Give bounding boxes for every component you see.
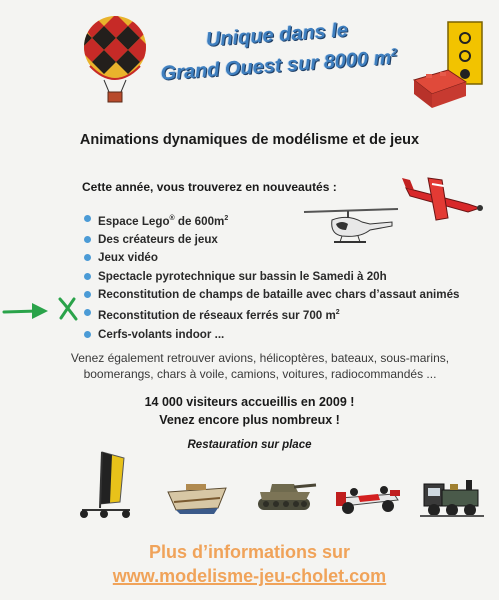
bullet-icon [84, 236, 91, 243]
feature-list [84, 210, 459, 344]
race-car-icon [334, 478, 404, 518]
green-arrow-icon [2, 298, 54, 324]
list-item: Reconstitution de champs de bataille avec chars d’assaut animés [84, 286, 459, 304]
tank-icon [252, 476, 318, 516]
green-x-icon [56, 296, 80, 322]
website-link[interactable]: www.modelisme-jeu-cholet.com [112, 566, 387, 586]
bullet-icon [84, 273, 91, 280]
list-item: Des créateurs de jeux [84, 231, 459, 249]
list-item: Cerfs-volants indoor ... [84, 326, 459, 344]
restauration-text: Restauration sur place [187, 439, 312, 451]
list-item: Reconstitution de réseaux ferrés sur 700 $m^2$ [84, 304, 459, 325]
headline-line2: Grand Ouest sur 8000 $m^2$ [159, 46, 398, 85]
headline [116, 11, 439, 90]
list-item: Espace Lego® de $600m^2$ [84, 210, 459, 231]
visitors-text: 14 000 visiteurs accueillis en 2009 ! Venez encore plus nombreux ! [144, 395, 355, 427]
bullet-icon [84, 254, 91, 261]
also-text: Venez également retrouver avions, hélicoptères, bateaux, sous-marins, boomerangs, chars à voile, camions, voitures, radiocommandés ... [70, 351, 450, 381]
bullet-icon [84, 309, 91, 316]
boat-icon [166, 478, 228, 518]
headline-line1: Unique dans le [205, 19, 349, 51]
more-info-label: Plus d’informations sur [148, 542, 351, 562]
bullet-icon [84, 331, 91, 338]
more-info [0, 540, 499, 588]
bullet-icon [84, 291, 91, 298]
list-item: Spectacle pyrotechnique sur bassin le Samedi à 20h [84, 268, 459, 286]
locomotive-icon [420, 474, 484, 520]
bullet-icon [84, 215, 91, 222]
intro-text: Cette année, vous trouverez en nouveautés : [82, 180, 337, 194]
section-title: Animations dynamiques de modélisme et de jeux [79, 132, 420, 148]
land-yacht-icon [76, 448, 136, 520]
lego-brick-icon [408, 18, 488, 108]
list-item: Jeux vidéo [84, 249, 459, 267]
